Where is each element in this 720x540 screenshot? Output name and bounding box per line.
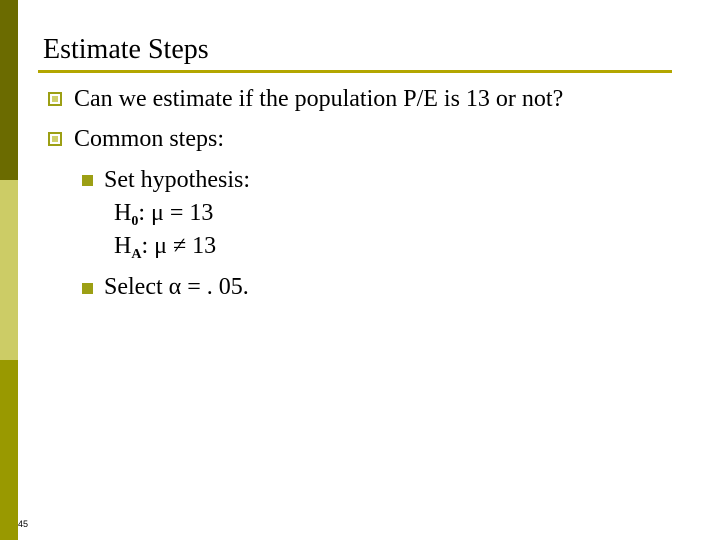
- title-underline: [38, 70, 672, 73]
- page-number: 45: [18, 519, 29, 529]
- h0-symbol: H: [114, 200, 132, 226]
- square-bullet-icon: [48, 132, 62, 146]
- side-band-middle: [0, 180, 18, 360]
- slide-title: Estimate Steps: [43, 34, 209, 65]
- ha-equation: : μ ≠ 13: [141, 233, 217, 259]
- filled-square-bullet-icon: [82, 175, 93, 186]
- side-band-top: [0, 0, 18, 180]
- alternative-hypothesis-line: [114, 231, 216, 265]
- h0-subscript: 0: [131, 214, 139, 229]
- h0-equation: : μ = 13: [138, 200, 214, 226]
- sub-bullet-set-hypothesis: Set hypothesis:: [104, 167, 251, 193]
- ha-subscript: A: [131, 247, 142, 262]
- sub-bullet-select-alpha: Select α = . 05.: [104, 274, 249, 300]
- null-hypothesis-line: [114, 198, 213, 232]
- square-bullet-icon: [48, 92, 62, 106]
- bullet-common-steps: Common steps:: [74, 126, 225, 152]
- bullet-question: Can we estimate if the population P/E is 13 or not?: [74, 86, 564, 112]
- filled-square-bullet-icon: [82, 283, 93, 294]
- side-band-bottom: [0, 360, 18, 540]
- ha-symbol: H: [114, 233, 132, 259]
